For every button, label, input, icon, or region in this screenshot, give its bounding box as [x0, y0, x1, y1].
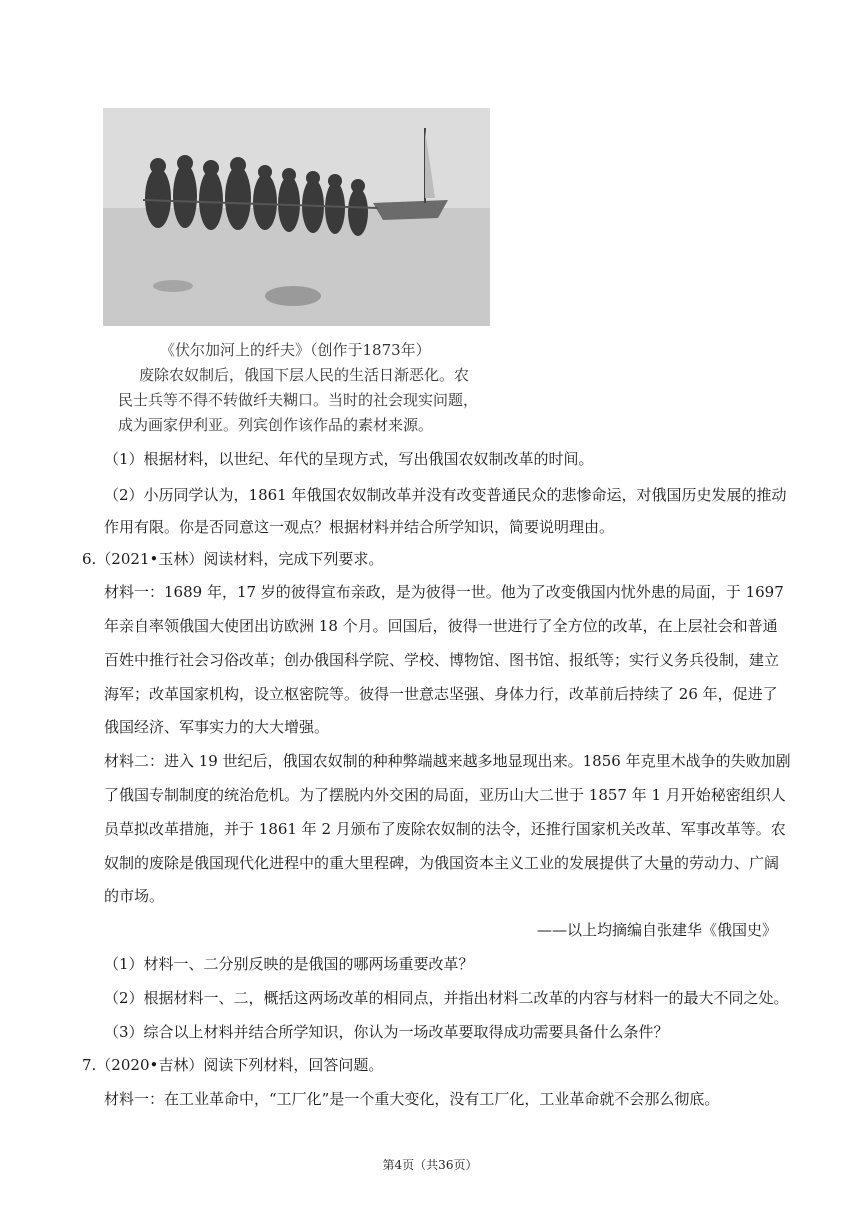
figure-caption-line-1: 废除农奴制后，俄国下层人民的生活日渐恶化。农 [139, 366, 470, 384]
q5-subquestion-2-line-2: 作用有限。你是否同意这一观点？根据材料并结合所学知识，简要说明理由。 [104, 518, 615, 536]
q6-material-1-line-3: 百姓中推行社会习俗改革；创办俄国科学院、学校、博物馆、图书馆、报纸等；实行义务兵役制，建立 [104, 651, 780, 669]
q6-subquestion-1: （1）材料一、二分别反映的是俄国的哪两场重要改革？ [104, 955, 474, 973]
figure-caption-line-2: 民士兵等不得不转做纤夫糊口。当时的社会现实问题， [118, 391, 479, 409]
q6-material-2-line-2: 了俄国专制制度的统治危机。为了摆脱内外交困的局面，亚历山大二世于 1857 年 1 月开始秘密组织人 [104, 786, 786, 804]
q5-subquestion-2-line-1: （2）小历同学认为，1861 年俄国农奴制改革并没有改变普通民众的悲惨命运，对俄国历史发展的推动 [104, 486, 787, 504]
q6-header: 6.（2021•玉林）阅读材料，完成下列要求。 [82, 550, 384, 568]
q7-header: 7.（2020•吉林）阅读下列材料，回答问题。 [82, 1056, 384, 1074]
q6-subquestion-2: （2）根据材料一、二，概括这两场改革的相同点，并指出材料二改革的内容与材料一的最大不同之处。 [104, 989, 789, 1007]
q6-material-1-line-4: 海军；改革国家机构，设立枢密院等。彼得一世意志坚强、身体力行，改革前后持续了 26 年，促进了 [104, 685, 778, 703]
q7-material-1: 材料一：在工业革命中，“工厂化”是一个重大变化，没有工厂化，工业革命就不会那么彻底。 [104, 1090, 720, 1108]
q6-material-2-line-5: 的市场。 [104, 887, 165, 905]
q5-subquestion-1: （1）根据材料，以世纪、年代的呈现方式，写出俄国农奴制改革的时间。 [104, 450, 594, 468]
volga-boatmen-painting [103, 108, 490, 326]
painting-illustration [103, 108, 490, 326]
q6-subquestion-3: （3）综合以上材料并结合所学知识，你认为一场改革要取得成功需要具备什么条件？ [104, 1023, 669, 1041]
figure-caption-title: 《伏尔加河上的纤夫》（创作于1873年） [160, 341, 431, 359]
q6-source: ——以上均摘编自张建华《俄国史》 [537, 921, 778, 939]
q6-material-1-line-1: 材料一：1689 年，17 岁的彼得宣布亲政，是为彼得一世。他为了改变俄国内忧外患的局面，于 1697 [104, 583, 784, 601]
q6-material-2-line-4: 奴制的废除是俄国现代化进程中的重大里程碑，为俄国资本主义工业的发展提供了大量的劳动力、广阔 [104, 854, 780, 872]
q6-material-2-line-3: 员草拟改革措施，并于 1861 年 2 月颁布了废除农奴制的法令，还推行国家机关改革、军事改革等。农 [104, 820, 786, 838]
q6-material-1-line-5: 俄国经济、军事实力的大大增强。 [104, 718, 330, 736]
page-number-footer: 第4页（共36页） [382, 1158, 478, 1172]
figure-caption-line-3: 成为画家伊利亚。列宾创作该作品的素材来源。 [118, 416, 434, 434]
q6-material-2-line-1: 材料二：进入 19 世纪后，俄国农奴制的种种弊端越来越多地显现出来。1856 年克里木战争的失败加剧 [104, 752, 791, 770]
q6-material-1-line-2: 年亲自率领俄国大使团出访欧洲 18 个月。回国后，彼得一世进行了全方位的改革，在上层社会和普通 [104, 617, 778, 635]
